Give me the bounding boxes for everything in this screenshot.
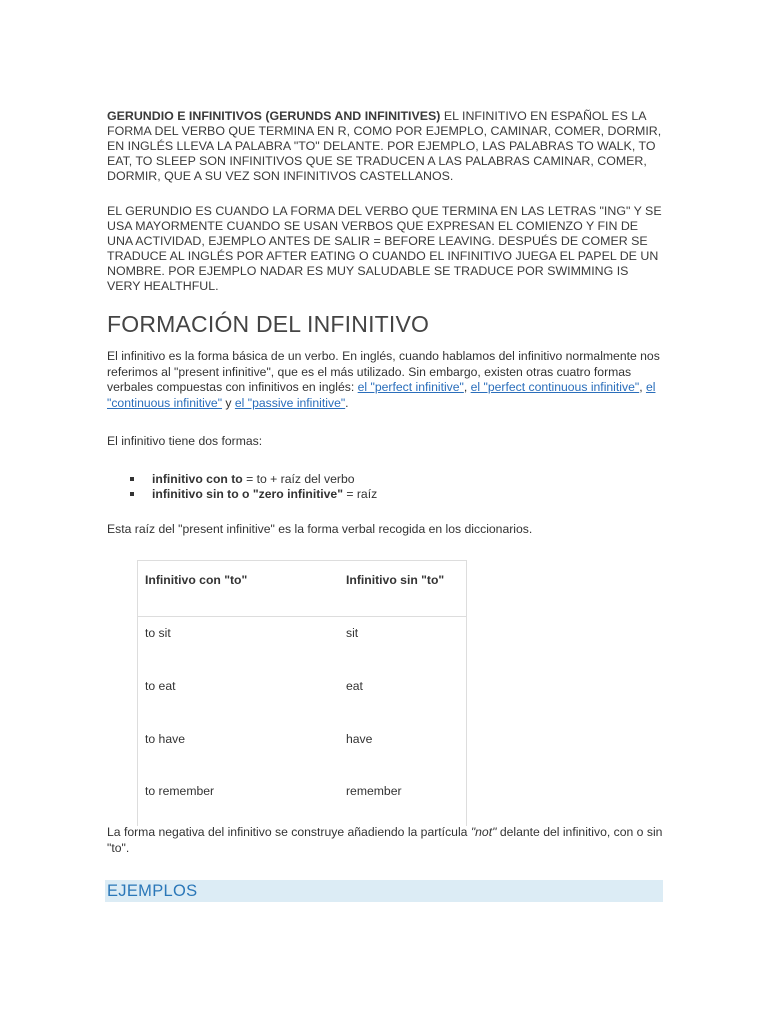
list-item-text: = to + raíz del verbo xyxy=(242,472,355,486)
negative-form-text-end: delante del infinitivo, con o sin "to". xyxy=(107,825,663,855)
negative-form-text: La forma negativa del infinitivo se construye añadiendo la partícula xyxy=(107,825,471,839)
perfect-infinitive-link[interactable]: el "perfect infinitive" xyxy=(357,380,464,394)
ejemplos-section-header xyxy=(105,880,663,902)
two-forms-paragraph: El infinitivo tiene dos formas: xyxy=(107,434,263,448)
list-item xyxy=(127,472,377,487)
table-cell: to sit xyxy=(145,626,171,640)
table-cell: to eat xyxy=(145,679,176,693)
list-item-text: = raíz xyxy=(342,487,378,501)
table-cell: sit xyxy=(346,626,359,640)
not-particle: "not" xyxy=(470,825,497,839)
table-header xyxy=(138,561,466,617)
table-header-cell: Infinitivo sin "to" xyxy=(346,573,445,587)
section-heading: FORMACIÓN DEL INFINITIVO xyxy=(107,311,430,337)
bullet-icon xyxy=(130,477,134,481)
infinitive-intro-paragraph xyxy=(107,349,663,411)
intro-paragraph xyxy=(107,109,663,184)
table-cell: remember xyxy=(346,784,402,798)
gerund-paragraph: EL GERUNDIO ES CUANDO LA FORMA DEL VERBO QUE TERMINA EN LAS LETRAS "ING" Y SE USA MAYORMENTE CUANDO SE USAN VERBOS QUE EXPRESAN EL COMIENZO Y FIN DE UNA ACTIVIDAD, EJEMPLO ANTES DE SALIR = BEFORE LEAVING. DESPUÉS DE COMER SE TRADUCE AL INGLÉS POR AFTER EATING O CUANDO EL INFINITIVO JUEGA EL PAPEL DE UN NOMBRE. POR EJEMPLO NADAR ES MUY SALUDABLE SE TRADUCE POR SWIMMING IS VERY HEALTHFUL. xyxy=(107,204,662,293)
intro-title: GERUNDIO E INFINITIVOS (GERUNDS AND INFINITIVES) xyxy=(107,109,441,123)
ejemplos-title: EJEMPLOS xyxy=(107,882,198,900)
bullet-icon xyxy=(130,492,134,496)
link-separator: , xyxy=(639,380,646,394)
table-cell: have xyxy=(346,732,373,746)
infinitive-table xyxy=(137,560,467,826)
table-cell: eat xyxy=(346,679,363,693)
infinitive-intro-text: El infinitivo es la forma básica de un verbo. En inglés, cuando hablamos del infinitivo normalmente nos referimos al "present infinitive", que es el más utilizado. Sin embargo, existen otras cuatro formas verbales compuestas con infinitivos en inglés: xyxy=(107,349,660,394)
forms-list xyxy=(127,472,377,502)
table-cell: to have xyxy=(145,732,185,746)
list-item xyxy=(127,487,377,502)
list-item-term: infinitivo con to xyxy=(152,472,243,486)
continuous-infinitive-link[interactable]: el "continuous infinitive" xyxy=(107,380,656,410)
list-item-term: infinitivo sin to o "zero infinitive" xyxy=(152,487,343,501)
intro-text: EL INFINITIVO EN ESPAÑOL ES LA FORMA DEL VERBO QUE TERMINA EN R, COMO POR EJEMPLO, CAMINAR, COMER, DORMIR, EN INGLÉS LLEVA LA PALABRA "TO" DELANTE. POR EJEMPLO, LAS PALABRAS TO WALK, TO EAT, TO SLEEP SON INFINITIVOS QUE SE TRADUCEN A LAS PALABRAS CAMINAR, COMER, DORMIR, QUE A SU VEZ SON INFINITIVOS CASTELLANOS. xyxy=(107,109,662,183)
dictionary-paragraph: Esta raíz del "present infinitive" es la forma verbal recogida en los diccionarios. xyxy=(107,522,533,536)
negative-form-paragraph xyxy=(107,825,663,856)
table-cell: to remember xyxy=(145,784,215,798)
passive-infinitive-link[interactable]: el "passive infinitive" xyxy=(234,395,346,410)
perfect-continuous-infinitive-link[interactable]: el "perfect continuous infinitive" xyxy=(470,380,640,394)
table-header-cell: Infinitivo con "to" xyxy=(145,573,248,587)
link-separator: , xyxy=(463,380,471,394)
sentence-end: . xyxy=(345,395,349,410)
link-separator: y xyxy=(222,395,235,410)
